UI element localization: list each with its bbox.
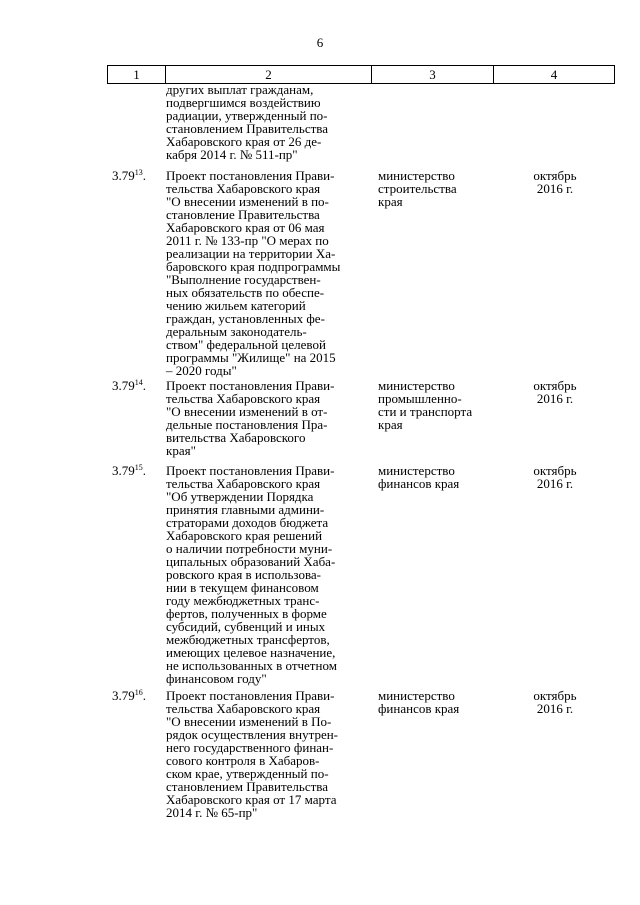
text-line: министерство [378, 688, 455, 703]
text-line: становлением Правительства [166, 779, 329, 794]
text-line: октябрь [533, 168, 577, 183]
text-line: октябрь [533, 688, 577, 703]
text-line: министерство [378, 168, 455, 183]
item-description [166, 689, 371, 819]
text-line: "Об утверждении Порядка [166, 489, 314, 504]
text-line: октябрь [533, 463, 577, 478]
text-line: нии в текущем финансовом [166, 580, 319, 595]
text-line: реализации на территории Ха- [166, 246, 336, 261]
item-number [112, 169, 146, 182]
text-line: субсидий, субвенций и иных [166, 619, 326, 634]
text-line: программы "Жилище" на 2015 [166, 350, 336, 365]
text-line: – 2020 годы" [166, 363, 237, 378]
item-deadline [500, 464, 610, 490]
column-header-3: 3 [372, 66, 494, 84]
text-line: деральным законодатель- [166, 324, 307, 339]
item-number-superscript: 15 [134, 463, 143, 472]
text-line: тельства Хабаровского края [166, 391, 321, 406]
text-line: него государственного финан- [166, 740, 334, 755]
item-deadline [500, 689, 610, 715]
item-responsible [378, 169, 493, 208]
item-number-base: 3.79 [112, 688, 135, 703]
text-line: Проект постановления Прави- [166, 463, 335, 478]
text-line: ском крае, утвержденный по- [166, 766, 329, 781]
text-line: края [378, 417, 403, 432]
text-line: 2016 г. [536, 181, 574, 196]
text-line: 2016 г. [536, 391, 574, 406]
item-number-suffix: . [142, 168, 146, 183]
item-number-superscript: 14 [134, 378, 143, 387]
text-line: баровского края подпрограммы [166, 259, 341, 274]
item-number-base: 3.79 [112, 378, 135, 393]
text-line: ством" федеральной целевой [166, 337, 326, 352]
text-line: принятия главными админи- [166, 502, 325, 517]
item-number [112, 464, 146, 477]
text-line: октябрь [533, 378, 577, 393]
item-number [112, 379, 146, 392]
text-line: кабря 2014 г. № 511-пр" [166, 147, 298, 162]
text-line: министерство [378, 463, 455, 478]
text-line: края [378, 194, 403, 209]
text-line: "О внесении изменений в По- [166, 714, 332, 729]
text-line: чению жильем категорий [166, 298, 306, 313]
item-number-base: 3.79 [112, 463, 135, 478]
item-number-suffix: . [142, 378, 146, 393]
item-number-suffix: . [142, 463, 146, 478]
text-line: Проект постановления Прави- [166, 378, 335, 393]
item-responsible [378, 689, 493, 715]
text-line: строительства [378, 181, 457, 196]
text-line: становлением Правительства [166, 121, 329, 136]
text-line: дельные постановления Пра- [166, 417, 328, 432]
continuation-description [166, 83, 371, 161]
text-line: 2016 г. [536, 701, 574, 716]
text-line: радиации, утвержденный по- [166, 108, 328, 123]
text-line: рядок осуществления внутрен- [166, 727, 338, 742]
text-line: тельства Хабаровского края [166, 181, 321, 196]
text-line: Проект постановления Прави- [166, 168, 335, 183]
text-line: имеющих целевое назначение, [166, 645, 336, 660]
text-line: о наличии потребности муни- [166, 541, 333, 556]
column-header-1: 1 [108, 66, 166, 84]
text-line: фертов, полученных в форме [166, 606, 327, 621]
text-line: Хабаровского края от 26 де- [166, 134, 322, 149]
text-line: других выплат гражданам, [166, 82, 314, 97]
text-line: Хабаровского края решений [166, 528, 323, 543]
text-line: ных обязательств по обеспе- [166, 285, 325, 300]
column-header-2: 2 [166, 66, 372, 84]
column-header-row [108, 66, 615, 84]
text-line: году межбюджетных транс- [166, 593, 320, 608]
text-line: Хабаровского края от 17 марта [166, 792, 337, 807]
item-deadline [500, 379, 610, 405]
text-line: сового контроля в Хабаров- [166, 753, 320, 768]
text-line: тельства Хабаровского края [166, 476, 321, 491]
text-line: страторами доходов бюджета [166, 515, 329, 530]
text-line: "О внесении изменений в от- [166, 404, 328, 419]
text-line: 2014 г. № 65-пр" [166, 805, 258, 820]
item-deadline [500, 169, 610, 195]
text-line: тельства Хабаровского края [166, 701, 321, 716]
text-line: граждан, установленных фе- [166, 311, 325, 326]
text-line: 2016 г. [536, 476, 574, 491]
text-line: "О внесении изменений в по- [166, 194, 329, 209]
item-number-superscript: 13 [134, 168, 143, 177]
text-line: ципальных образований Хаба- [166, 554, 336, 569]
text-line: ровского края в использова- [166, 567, 322, 582]
text-line: финансовом году" [166, 671, 267, 686]
text-line: не использованных в отчетном [166, 658, 337, 673]
column-header-4: 4 [494, 66, 615, 84]
item-description [166, 169, 371, 377]
text-line: Проект постановления Прави- [166, 688, 335, 703]
text-line: вительства Хабаровского [166, 430, 306, 445]
text-line: сти и транспорта [378, 404, 473, 419]
text-line: края" [166, 443, 196, 458]
item-number-superscript: 16 [134, 688, 143, 697]
text-line: становление Правительства [166, 207, 320, 222]
text-line: финансов края [378, 701, 460, 716]
text-line: "Выполнение государствен- [166, 272, 321, 287]
text-line: финансов края [378, 476, 460, 491]
text-line: межбюджетных трансфертов, [166, 632, 330, 647]
item-responsible [378, 379, 493, 431]
text-line: Хабаровского края от 06 мая [166, 220, 325, 235]
text-line: подвергшимся воздействию [166, 95, 321, 110]
item-description [166, 464, 371, 685]
item-number [112, 689, 146, 702]
item-number-suffix: . [142, 688, 146, 703]
item-responsible [378, 464, 493, 490]
page-number: 6 [316, 35, 324, 50]
item-number-base: 3.79 [112, 168, 135, 183]
item-description [166, 379, 371, 457]
text-line: промышленно- [378, 391, 462, 406]
text-line: 2011 г. № 133-пр "О мерах по [166, 233, 329, 248]
text-line: министерство [378, 378, 455, 393]
